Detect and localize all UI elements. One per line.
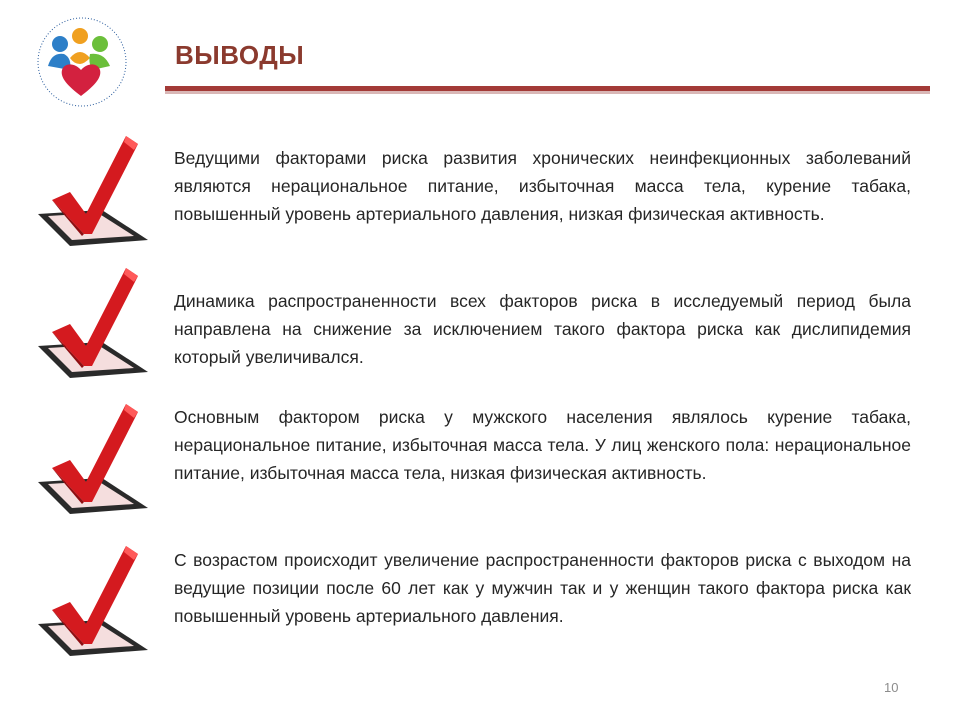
conclusion-text-4: С возрастом происходит увеличение распространенности факторов риска с выходом на ведущие позиции после 60 лет как у мужчин так и у женщин такого фактора риска как повышенный уровень артериального давления. — [174, 550, 911, 626]
conclusion-text-2: Динамика распространенности всех факторов риска в исследуемый период была направлена на снижение за исключением такого фактора риска как дислипидемия который увеличивался. — [174, 291, 911, 367]
title-underline-shadow — [165, 91, 930, 94]
slide-title: ВЫВОДЫ — [175, 40, 305, 70]
conclusion-text-1: Ведущими факторами риска развития хронических неинфекционных заболеваний являются нерациональное питание, избыточная масса тела, курение табака, повышенный уровень артериального давления, низкая физическая активность. — [174, 148, 911, 224]
conclusion-text-3: Основным фактором риска у мужского населения являлось курение табака, нерациональное питание, избыточная масса тела. У лиц женского пола: нерациональное питание, избыточная масса тела, низкая физическая активность. — [174, 407, 911, 483]
checkbox-check-icon — [30, 130, 160, 250]
page-number: 10 — [884, 680, 899, 695]
checkbox-check-icon — [30, 540, 160, 660]
organization-logo — [26, 14, 138, 110]
checkbox-check-icon — [30, 398, 160, 518]
organization-logo-icon — [26, 14, 138, 110]
checkbox-check-icon — [30, 262, 160, 382]
